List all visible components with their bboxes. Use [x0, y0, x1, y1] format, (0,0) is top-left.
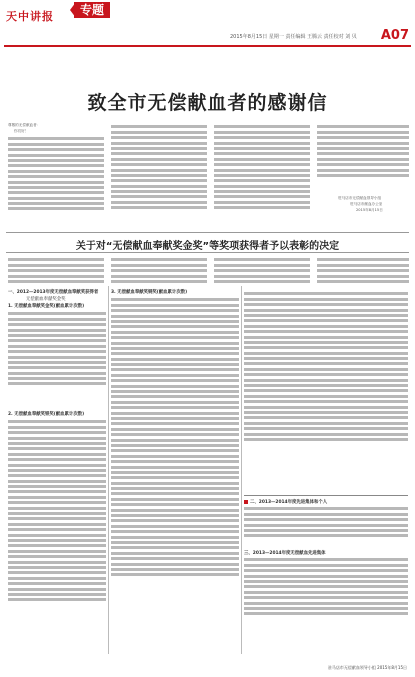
letter-signature-sub: 驻马店市献血办公室 — [350, 202, 383, 206]
decision-intro-3 — [214, 256, 310, 286]
award-heading-bronze: 3. 无偿献血奉献奖铜奖(献血累计次数) — [111, 290, 188, 295]
award-heading-silver: 2. 无偿献血奉献奖银奖(献血累计次数) — [8, 412, 85, 417]
page-number: A07 — [380, 28, 409, 43]
award-heading-gold: 1. 无偿献血奉献奖金奖(献血累计次数) — [8, 304, 85, 309]
red-bullet-icon — [244, 500, 248, 504]
section-subheading: 无偿献血奉献奖金奖 — [26, 297, 66, 302]
main-headline: 致全市无偿献血者的感谢信 — [87, 92, 328, 114]
section-heading-1: 一、2012—2013年度无偿献血奉献奖获得者 — [8, 290, 99, 295]
newspaper-logo: 天中讲报 — [6, 10, 54, 23]
letter-col-4 — [317, 123, 409, 188]
box-list-2 — [244, 556, 408, 636]
letter-col-3 — [214, 123, 310, 230]
decision-headline: 关于对“无偿献血奉献奖金奖”等奖项获得者予以表彰的决定 — [75, 241, 340, 252]
decision-intro-2 — [111, 256, 207, 286]
advanced-collectives-box — [244, 495, 408, 654]
award-names-bronze — [111, 296, 239, 656]
letter-greeting: 你们好！ — [14, 129, 29, 133]
dateline: 2015年8月15日 星期一 责任编辑 王腾云 责任校对 刘 贝 — [230, 34, 357, 40]
letter-col-1 — [8, 135, 104, 230]
header-rule — [4, 45, 411, 47]
letter-date: 2015年8月15日 — [356, 208, 383, 212]
issuer-line: 驻马店市无偿献血领导小组 2015年8月15日 — [327, 665, 407, 670]
award-names-gold — [8, 310, 106, 405]
box-heading: 二、2013—2014年度先进集体和个人 — [244, 499, 408, 505]
decision-intro-1 — [8, 256, 104, 286]
letter-signature: 驻马店市无偿献血领导小组 — [338, 196, 382, 200]
letter-col-2 — [111, 123, 207, 230]
decision-intro-4 — [317, 256, 409, 286]
column-rule — [241, 286, 242, 654]
award-names-continued — [244, 290, 408, 490]
divider — [6, 252, 409, 253]
divider — [6, 232, 409, 233]
page-header — [0, 0, 415, 66]
letter-salutation: 尊敬的无偿献血者： — [8, 123, 41, 127]
box-list-1 — [244, 505, 408, 547]
column-rule — [108, 286, 109, 654]
box-heading-2: 三、2013—2014年度无偿献血先进集体 — [244, 551, 326, 556]
award-names-silver — [8, 418, 106, 656]
section-label: 专题 — [74, 2, 110, 18]
